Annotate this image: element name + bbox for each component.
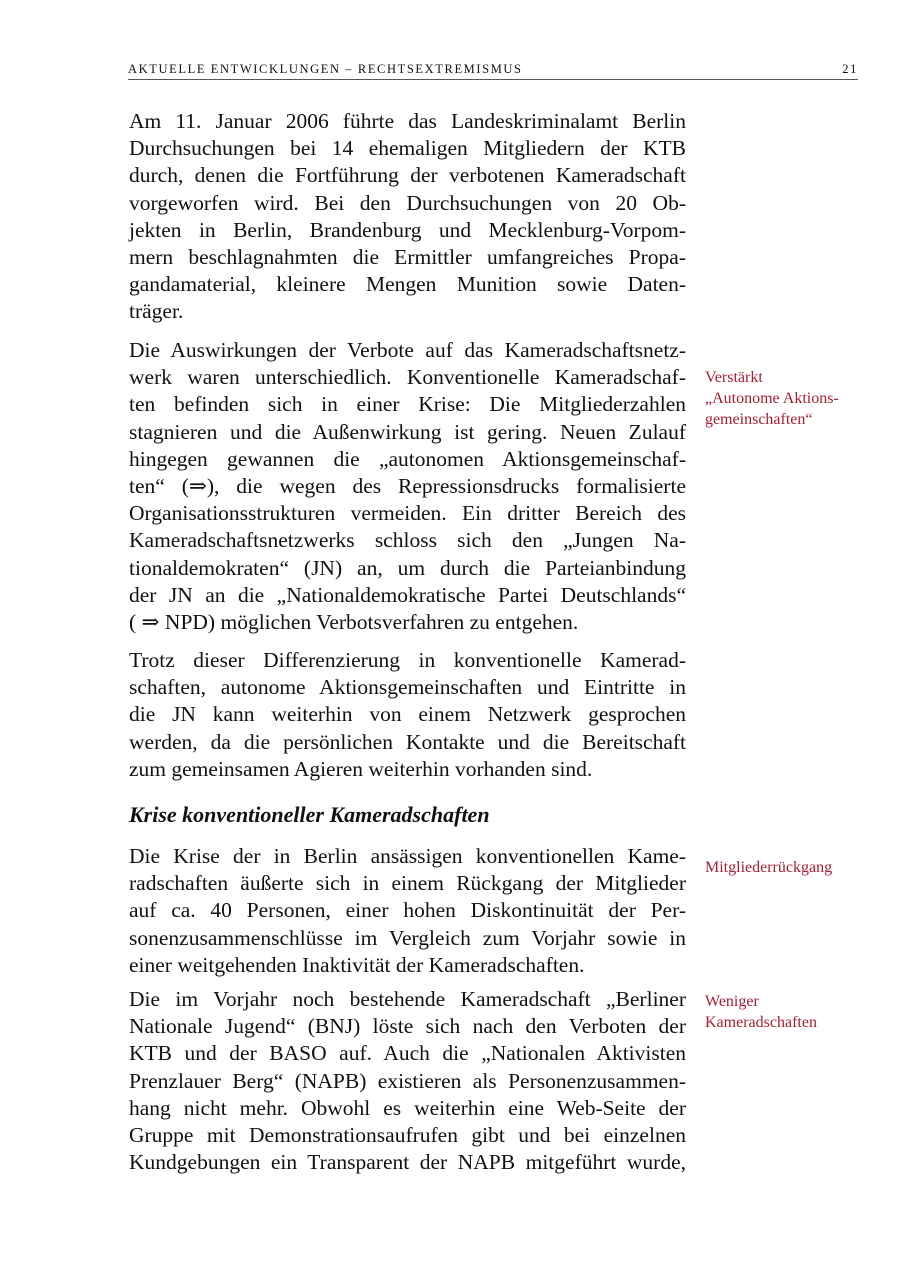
section-heading: Krise konventioneller Kameradschaften (129, 802, 490, 827)
margin-note-line: Mitgliederrückgang (705, 859, 833, 876)
text-line: werden, da die persönlichen Kontakte und die Bereitschaft (129, 729, 686, 754)
text-line: Nationale Jugend“ (BNJ) löste sich nach den Verboten der (129, 1014, 686, 1039)
text-line: ten befinden sich in einer Krise: Die Mitgliederzahlen (129, 392, 686, 417)
text-line: Kameradschaftsnetzwerks schloss sich den „Jungen Na- (129, 528, 686, 553)
text-line: träger. (129, 299, 184, 324)
paragraph-crisis (129, 843, 686, 979)
paragraph-bnj (129, 986, 686, 1176)
page-number: 21 (842, 62, 858, 76)
text-line: KTB und der BASO auf. Auch die „Nationalen Aktivisten (129, 1041, 686, 1066)
text-line: mern beschlagnahmten die Ermittler umfangreiches Propa- (129, 244, 686, 269)
text-line: zum gemeinsamen Agieren weiterhin vorhanden sind. (129, 756, 593, 781)
margin-note-line: „Autonome Aktions- (705, 390, 839, 407)
running-header-title: AKTUELLE ENTWICKLUNGEN – RECHTSEXTREMISMUS (128, 62, 523, 76)
text-line: gandamaterial, kleinere Mengen Munition sowie Daten- (129, 272, 686, 297)
text-line: hang nicht mehr. Obwohl es weiterhin eine Web-Seite der (129, 1095, 686, 1120)
text-line: Prenzlauer Berg“ (NAPB) existieren als Personenzusammen- (129, 1068, 686, 1093)
margin-note-autonome (705, 367, 875, 430)
text-line: die JN kann weiterhin von einem Netzwerk gesprochen (129, 702, 686, 727)
text-line: werk waren unterschiedlich. Konventionelle Kameradschaf- (129, 365, 686, 390)
text-line: Kundgebungen ein Transparent der NAPB mitgeführt wurde, (129, 1150, 686, 1175)
text-line: Trotz dieser Differenzierung in konventionelle Kamerad- (129, 648, 686, 672)
text-line: ten“ (⇒), die wegen des Repressionsdrucks formalisierte (129, 473, 686, 498)
text-line: stagnieren und die Außenwirkung ist gering. Neuen Zulauf (129, 419, 686, 444)
text-line: sonenzusammenschlüsse im Vergleich zum Vorjahr sowie in (129, 925, 686, 950)
margin-note-line: Verstärkt (705, 369, 763, 386)
text-line: durch, denen die Fortführung der verbotenen Kameradschaft (129, 163, 686, 188)
text-line: ( ⇒ NPD) möglichen Verbotsverfahren zu entgehen. (129, 609, 579, 634)
paragraph-ldk-search (129, 108, 686, 326)
text-line: einer weitgehenden Inaktivität der Kameradschaften. (129, 952, 585, 977)
text-line: schaften, autonome Aktionsgemeinschaften und Eintritte in (129, 675, 686, 700)
text-line: radschaften äußerte sich in einem Rückgang der Mitglieder (129, 871, 686, 896)
text-line: Die Krise der in Berlin ansässigen konventionellen Kame- (129, 844, 686, 868)
margin-note-line: gemeinschaften“ (705, 411, 813, 428)
text-line: vorgeworfen wird. Bei den Durchsuchungen von 20 Ob- (129, 190, 686, 215)
text-line: Organisationsstrukturen vermeiden. Ein dritter Bereich des (129, 501, 686, 526)
text-line: Gruppe mit Demonstrationsaufrufen gibt und bei einzelnen (129, 1122, 686, 1147)
text-line: der JN an die „Nationaldemokratische Partei Deutschlands“ (129, 582, 686, 607)
margin-note-line: Weniger (705, 993, 759, 1010)
text-line: Die im Vorjahr noch bestehende Kameradschaft „Berliner (129, 987, 686, 1011)
text-line: tionaldemokraten“ (JN) an, um durch die Parteianbindung (129, 555, 686, 580)
text-line: jekten in Berlin, Brandenburg und Mecklenburg-Vorpom- (129, 217, 686, 242)
running-header (128, 61, 858, 80)
paragraph-ban-effects (129, 337, 686, 636)
text-line: auf ca. 40 Personen, einer hohen Diskontinuität der Per- (129, 898, 686, 923)
text-line: Durchsuchungen bei 14 ehemaligen Mitgliedern der KTB (129, 136, 686, 161)
margin-note-weniger (705, 991, 875, 1033)
text-line: Am 11. Januar 2006 führte das Landeskriminalamt Berlin (129, 109, 686, 133)
paragraph-network (129, 647, 686, 783)
margin-note-line: Kameradschaften (705, 1014, 817, 1031)
text-line: hingegen gewannen die „autonomen Aktionsgemeinschaf- (129, 446, 686, 471)
margin-note-mitglieder (705, 857, 875, 878)
text-line: Die Auswirkungen der Verbote auf das Kameradschaftsnetz- (129, 338, 686, 362)
